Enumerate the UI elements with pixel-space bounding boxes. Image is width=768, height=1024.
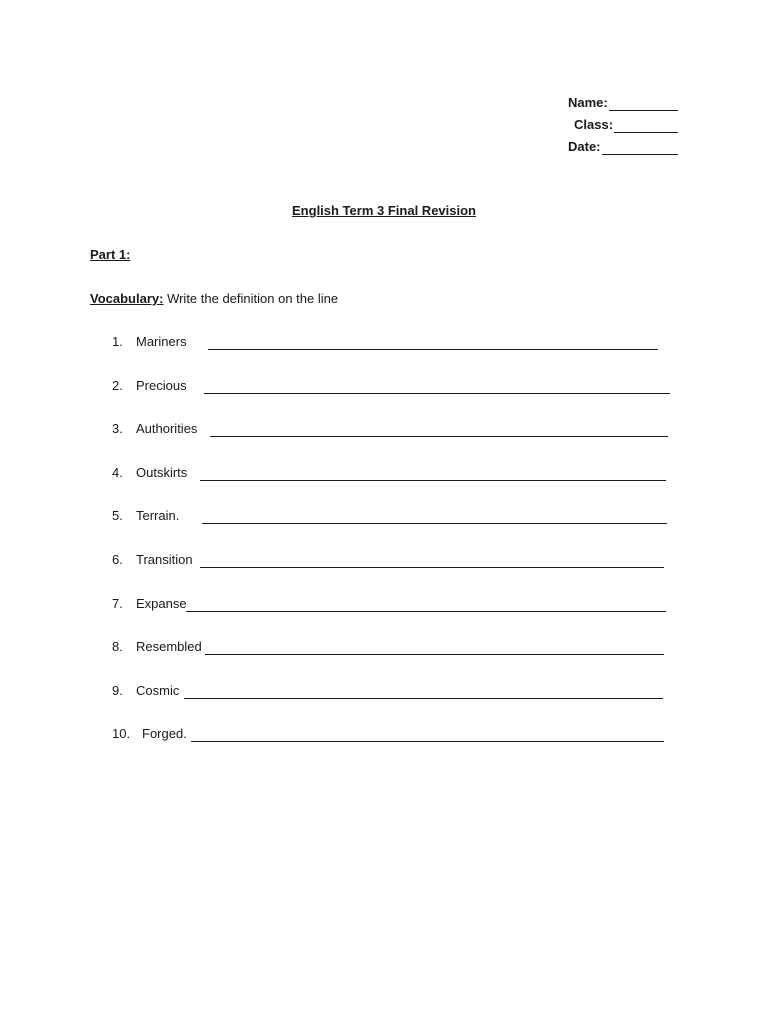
vocab-item-number: 1.: [112, 334, 123, 349]
vocab-item-number: 3.: [112, 421, 123, 437]
vocab-item: [112, 465, 672, 509]
student-info-header: [568, 94, 680, 160]
vocab-item-word: Outskirts: [136, 464, 188, 480]
definition-answer-line[interactable]: [208, 349, 658, 350]
definition-answer-line[interactable]: [200, 567, 664, 568]
vocab-item: [112, 378, 672, 422]
definition-answer-line[interactable]: [204, 393, 670, 394]
vocab-item: [112, 596, 672, 640]
vocab-item-number: 9.: [112, 682, 123, 698]
vocab-item-word: Expanse: [136, 595, 187, 611]
vocab-item-number: 8.: [112, 639, 123, 655]
vocab-item: [112, 726, 672, 770]
vocab-item-number: 4.: [112, 464, 123, 480]
vocabulary-instructions: [90, 291, 338, 306]
instructions-text: Write the definition on the line: [163, 291, 339, 306]
vocab-item: [112, 334, 672, 378]
vocab-item-word: Authorities: [136, 421, 198, 437]
vocab-item-word: Terrain.: [136, 508, 180, 524]
name-field[interactable]: [568, 94, 680, 116]
vocab-item: [112, 508, 672, 552]
vocab-item: [112, 552, 672, 596]
vocab-item-number: 2.: [112, 377, 123, 393]
class-field[interactable]: [568, 116, 680, 138]
definition-answer-line[interactable]: [210, 436, 668, 437]
vocab-item-number: 6.: [112, 551, 123, 567]
vocab-item-number: 10.: [112, 726, 131, 742]
vocabulary-label: Vocabulary:: [90, 291, 164, 306]
part-heading: Part 1:: [90, 247, 131, 262]
page-title: English Term 3 Final Revision: [292, 203, 476, 218]
definition-answer-line[interactable]: [191, 741, 664, 742]
definition-answer-line[interactable]: [186, 611, 666, 612]
vocab-item-word: Mariners: [136, 334, 187, 349]
vocab-item-number: 7.: [112, 595, 123, 611]
vocab-item-word: Resembled: [136, 639, 202, 655]
vocab-item-word: Forged.: [142, 726, 187, 742]
definition-answer-line[interactable]: [205, 654, 664, 655]
vocab-item-number: 5.: [112, 508, 123, 524]
vocab-item-word: Precious: [136, 377, 187, 393]
date-field[interactable]: [568, 138, 680, 160]
vocabulary-list: [112, 334, 672, 770]
vocab-item: [112, 639, 672, 683]
definition-answer-line[interactable]: [202, 523, 667, 524]
definition-answer-line[interactable]: [184, 698, 663, 699]
vocab-item-word: Transition: [136, 551, 193, 567]
vocab-item: [112, 421, 672, 465]
vocab-item: [112, 683, 672, 727]
definition-answer-line[interactable]: [200, 480, 666, 481]
vocab-item-word: Cosmic: [136, 682, 180, 698]
class-label: Class:: [574, 117, 614, 132]
date-label: Date:: [568, 139, 601, 154]
name-label: Name:: [568, 95, 608, 110]
